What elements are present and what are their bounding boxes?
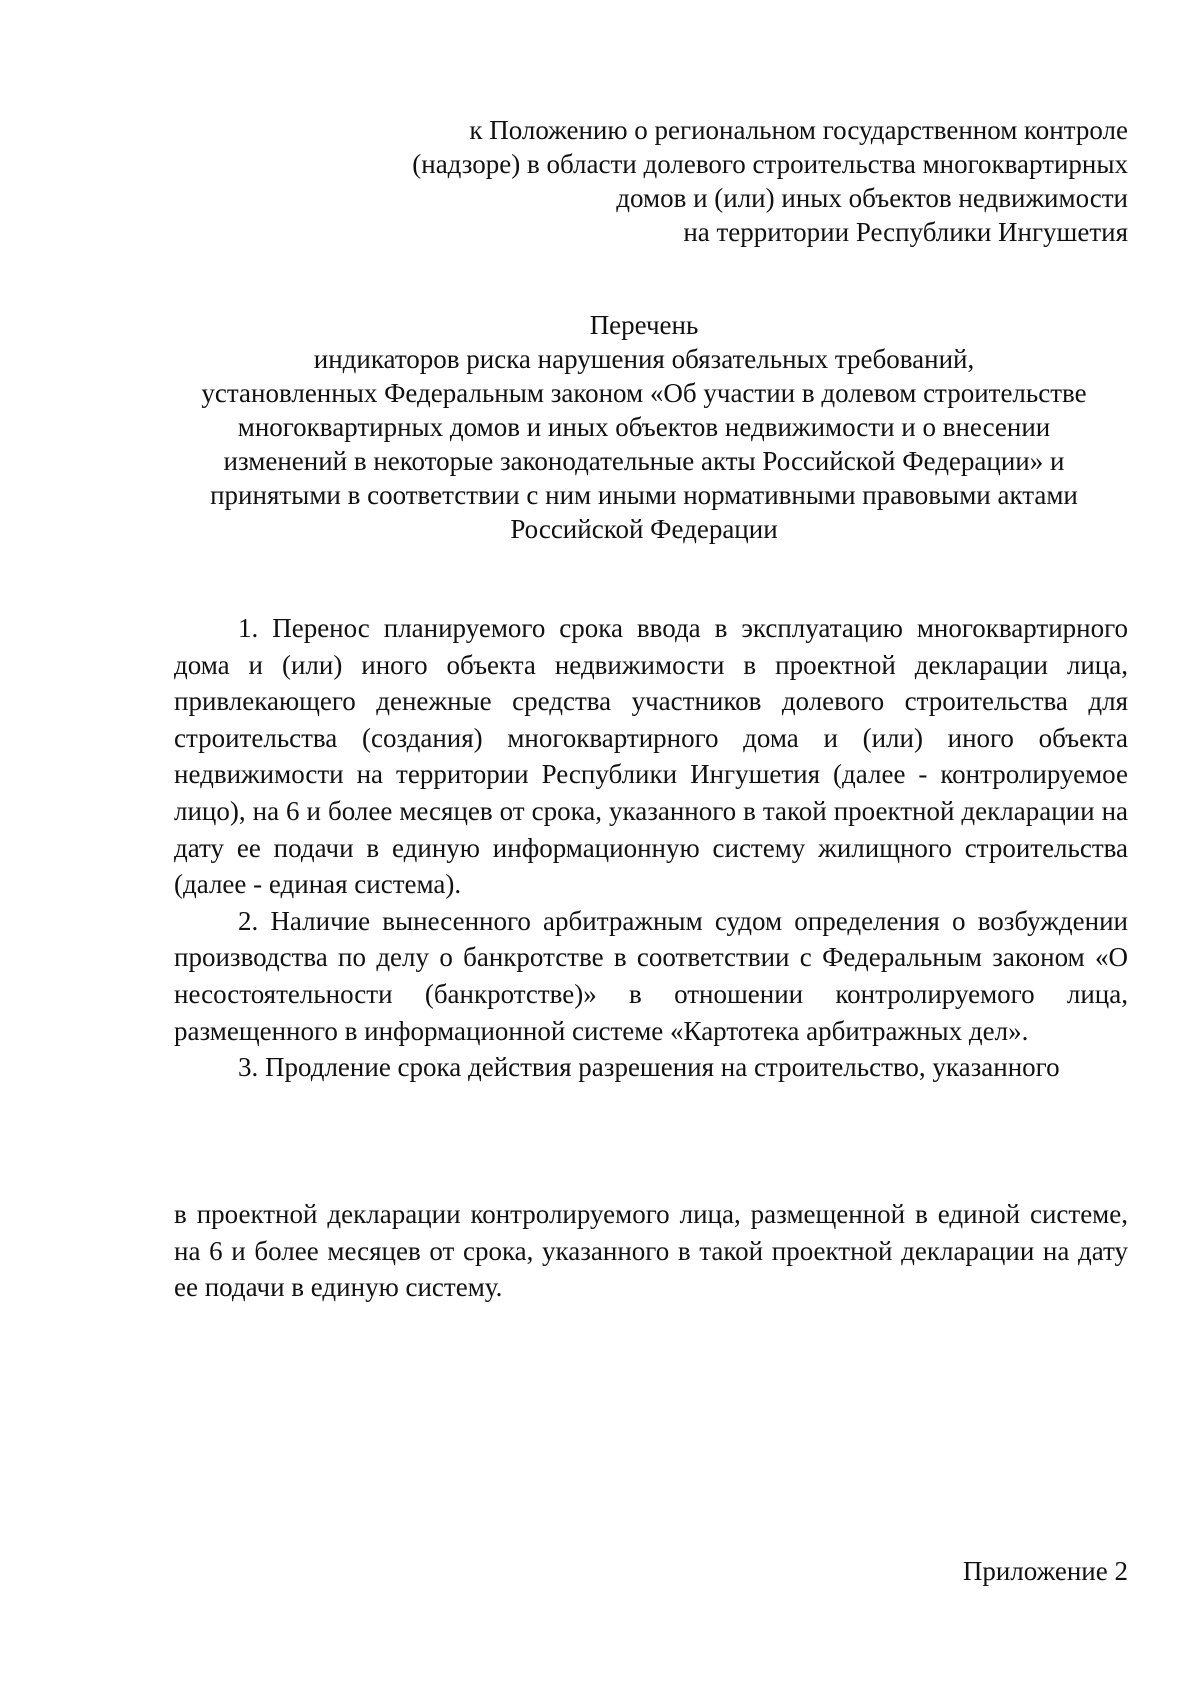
item-number: 1. (238, 613, 259, 643)
list-item (174, 1049, 1128, 1086)
appendix-reference (160, 113, 1128, 249)
risk-indicator-list (174, 610, 1128, 1086)
title-line: принятыми в соответствии с ним иными нормативными правовыми актами (210, 480, 1078, 510)
header-line: к Положению о региональном государственном контроле (469, 115, 1128, 145)
title-line: установленных Федеральным законом «Об участии в долевом строительстве (201, 378, 1087, 408)
item-number: 2. (238, 905, 259, 936)
item-text: Перенос планируемого срока ввода в эксплуатацию многоквартирного дома и (или) иного объекта недвижимости в проектной декларации лица, привлекающего денежные средства участников долевого строительства для строительства (создания) многоквартирного дома и (или) иного объекта недвижимости на территории Республики Ингушетия (далее - контролируемое лицо), на 6 и более месяцев от срока, указанного в такой проектной декларации на дату ее подачи в единую информационную систему жилищного строительства (далее - единая система). (174, 613, 1129, 900)
title-line: изменений в некоторые законодательные акты Российской Федерации» и (223, 446, 1065, 476)
title-heading: Перечень (589, 310, 699, 340)
list-item (174, 610, 1128, 903)
title-line: многоквартирных домов и иных объектов недвижимости и о внесении (237, 412, 1051, 442)
list-item (174, 903, 1128, 1049)
item-text: Продление срока действия разрешения на строительство, указанного (265, 1052, 1060, 1083)
list-item-continuation (174, 1196, 1128, 1306)
header-line: на территории Республики Ингушетия (683, 217, 1128, 247)
item-text: Наличие вынесенного арбитражным судом определения о возбуждении производства по делу о банкротстве в соответствии с Федеральным законом «О несостоятельности (банкротстве)» в отношении контролируемого лица, размещенного в информационной системе «Картотека арбитражных дел». (174, 905, 1128, 1046)
title-line: индикаторов риска нарушения обязательных требований, (313, 344, 975, 374)
header-line: домов и (или) иных объектов недвижимости (616, 183, 1128, 213)
header-line: (надзоре) в области долевого строительства многоквартирных (412, 149, 1128, 179)
title-line: Российской Федерации (510, 514, 778, 544)
item-number: 3. (238, 1052, 259, 1083)
appendix-label: Приложение 2 (962, 1556, 1128, 1586)
continuation-text: в проектной декларации контролируемого лица, размещенной в единой системе, на 6 и более месяцев от срока, указанного в такой проектной декларации на дату ее подачи в единую систему. (174, 1199, 1128, 1303)
document-title (160, 308, 1128, 546)
